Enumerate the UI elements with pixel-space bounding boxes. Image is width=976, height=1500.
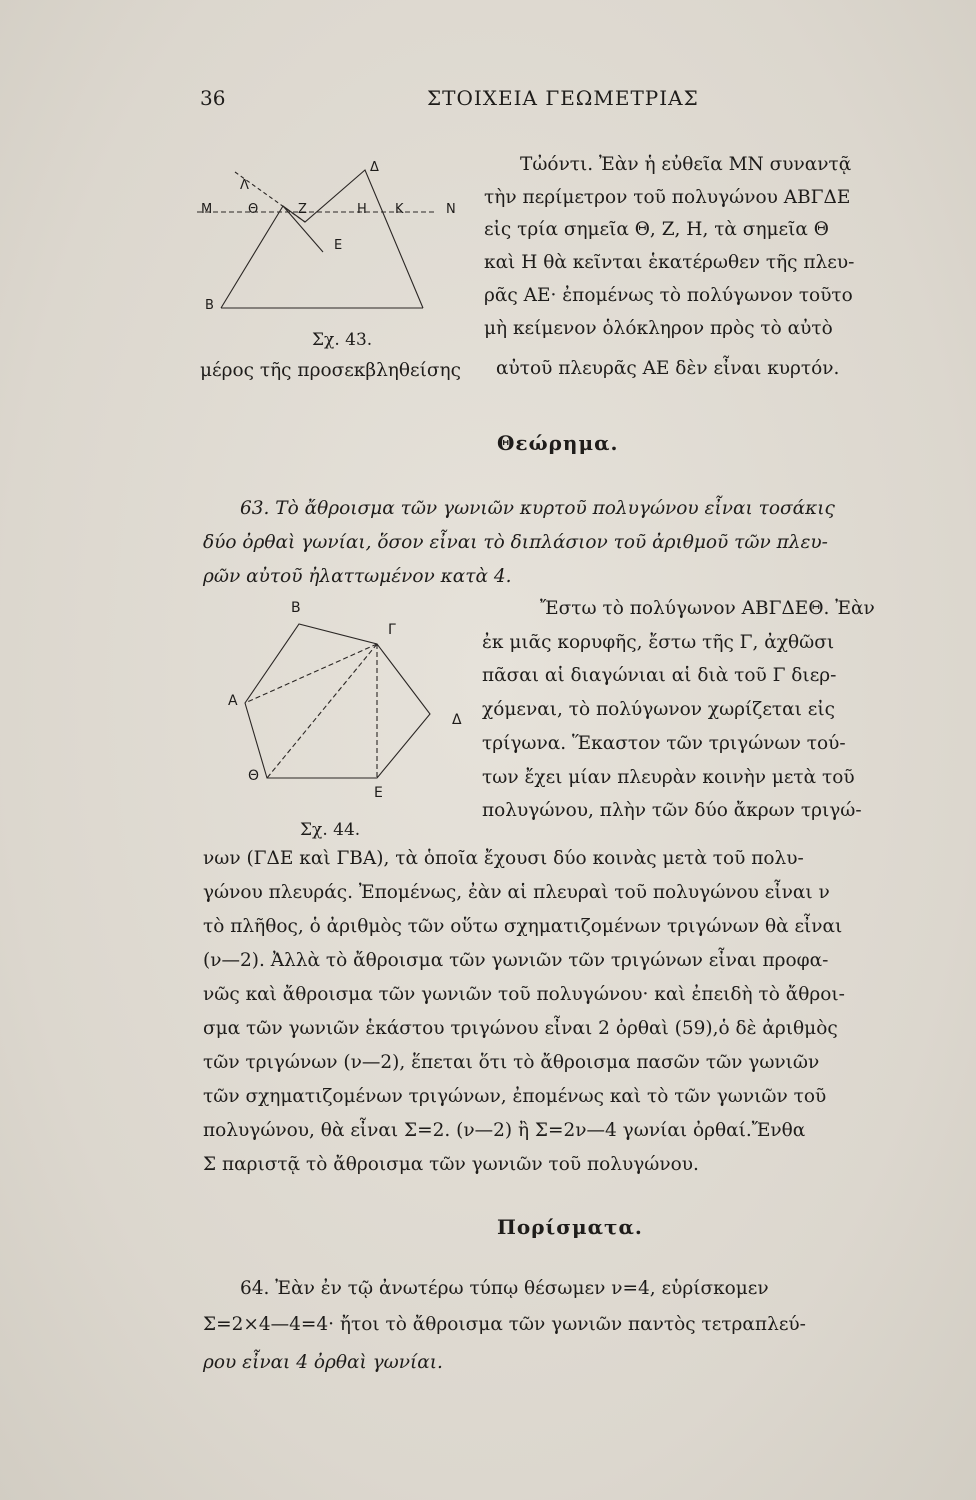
figure-44-hexagon	[245, 624, 430, 778]
proof-line-7: πολυγώνου, πλὴν τῶν δύο ἄκρων τριγώ-	[482, 800, 862, 821]
fig44-label-e: Ε	[374, 785, 383, 801]
proof-line-14: τῶν τριγώνων (ν—2), ἕπεται ὅτι τὸ ἄθροισμα πασῶν τῶν γωνιῶν	[203, 1052, 820, 1073]
proof-line-2: ἐκ μιᾶς κορυφῆς, ἔστω τῆς Γ, ἀχθῶσι	[482, 632, 835, 653]
proof-line-3: πᾶσαι αἱ διαγώνιαι αἱ διὰ τοῦ Γ διερ-	[482, 665, 837, 686]
fig43-label-z: Ζ	[298, 202, 307, 217]
proof-line-5: τρίγωνα. Ἕκαστον τῶν τριγώνων τού-	[482, 733, 846, 754]
corollary-line-3: ρου εἶναι 4 ὀρθαὶ γωνίαι.	[203, 1352, 443, 1373]
proof-line-16: πολυγώνου, θὰ εἶναι Σ=2. (ν—2) ἢ Σ=2ν—4 γωνίαι ὀρθαί.Ἔνθα	[203, 1120, 806, 1141]
para1-line-2: τὴν περίμετρον τοῦ πολυγώνου ΑΒΓΔΕ	[484, 187, 851, 208]
fig43-label-eta: Η	[357, 202, 367, 217]
corollary-heading: Πορίσματα.	[497, 1215, 643, 1239]
proof-line-6: των ἔχει μίαν πλευρὰν κοινὴν μετὰ τοῦ	[482, 767, 855, 788]
figure-44-caption: Σχ. 44.	[300, 820, 361, 840]
para1-line-7: μέρος τῆς προσεκβληθείσης	[200, 360, 461, 381]
para1-line-4: καὶ Η θὰ κεῖνται ἑκατέρωθεν τῆς πλευ-	[484, 252, 855, 273]
fig44-label-d: Δ	[452, 712, 462, 728]
running-title: ΣΤΟΙΧΕΙΑ ΓΕΩΜΕΤΡΙΑΣ	[427, 86, 699, 110]
proof-line-11: (ν—2). Ἀλλὰ τὸ ἄθροισμα τῶν γωνιῶν τῶν τριγώνων εἶναι προφα-	[203, 950, 829, 971]
fig44-label-g: Γ	[388, 622, 396, 638]
figure-43-caption: Σχ. 43.	[312, 330, 373, 350]
fig43-label-theta: Θ	[248, 202, 259, 217]
proof-line-13: σμα τῶν γωνιῶν ἑκάστου τριγώνου εἶναι 2 ὀρθαὶ (59),ὁ δὲ ἀριθμὸς	[203, 1018, 838, 1039]
fig43-label-n: Ν	[446, 202, 456, 217]
theorem-line-1: 63. Τὸ ἄθροισμα τῶν γωνιῶν κυρτοῦ πολυγώνου εἶναι τοσάκις	[240, 498, 835, 519]
theorem-heading: Θεώρημα.	[497, 431, 619, 455]
proof-line-12: νῶς καὶ ἄθροισμα τῶν γωνιῶν τοῦ πολυγώνου· καὶ ἐπειδὴ τὸ ἄθροι-	[203, 984, 845, 1005]
figure-43-diagram	[195, 150, 435, 320]
fig44-label-b: Β	[291, 600, 301, 616]
fig43-label-b: Β	[205, 298, 214, 313]
fig43-label-lambda: Λ	[240, 178, 249, 193]
proof-line-10: τὸ πλῆθος, ὁ ἀριθμὸς τῶν οὕτω σχηματιζομένων τριγώνων θὰ εἶναι	[203, 916, 843, 937]
corollary-line-2: Σ=2×4—4=4· ἤτοι τὸ ἄθροισμα τῶν γωνιῶν παντὸς τετραπλεύ-	[203, 1314, 806, 1335]
proof-line-15: τῶν σχηματιζομένων τριγώνων, ἐπομένως καὶ τὸ τῶν γωνιῶν τοῦ	[203, 1086, 827, 1107]
para1-line-8: αὐτοῦ πλευρᾶς ΑΕ δὲν εἶναι κυρτόν.	[496, 358, 840, 379]
proof-line-9: γώνου πλευράς. Ἐπομένως, ἐὰν αἱ πλευραὶ τοῦ πολυγώνου εἶναι ν	[203, 882, 830, 903]
theorem-line-3: ρῶν αὐτοῦ ἠλαττωμένον κατὰ 4.	[203, 566, 512, 587]
para1-line-1: Τὠόντι. Ἐὰν ἡ εὐθεῖα ΜΝ συναντᾷ	[520, 154, 852, 175]
para1-line-3: εἰς τρία σημεῖα Θ, Ζ, Η, τὰ σημεῖα Θ	[484, 219, 829, 240]
theorem-line-2: δύο ὀρθαὶ γωνίαι, ὅσον εἶναι τὸ διπλάσιον τοῦ ἀριθμοῦ τῶν πλευ-	[203, 532, 828, 553]
fig44-label-a: Α	[228, 693, 238, 709]
fig43-label-e: Ε	[334, 238, 343, 253]
diagonal-gtheta	[267, 644, 377, 778]
proof-line-8: νων (ΓΔΕ καὶ ΓΒΑ), τὰ ὁποῖα ἔχουσι δύο κοινὰς μετὰ τοῦ πολυ-	[203, 848, 804, 869]
figure-44-diagram	[225, 600, 465, 800]
fig43-label-delta: Δ	[370, 160, 379, 175]
page-number: 36	[200, 86, 226, 110]
fig43-label-m: Μ	[201, 202, 213, 217]
figure-43-polygon	[221, 170, 423, 308]
para1-line-5: ρᾶς ΑΕ· ἐπομένως τὸ πολύγωνον τοῦτο	[484, 285, 853, 306]
proof-line-4: χόμεναι, τὸ πολύγωνον χωρίζεται εἰς	[482, 699, 835, 720]
fig43-label-k: Κ	[395, 202, 404, 217]
fig44-label-theta: Θ	[248, 768, 260, 784]
corollary-line-1: 64. Ἐὰν ἐν τῷ ἀνωτέρω τύπῳ θέσωμεν ν=4, εὑρίσκομεν	[240, 1278, 769, 1299]
para1-line-6: μὴ κείμενον ὁλόκληρον πρὸς τὸ αὐτὸ	[484, 318, 833, 339]
proof-line-1: Ἔστω τὸ πολύγωνον ΑΒΓΔΕΘ. Ἐὰν	[540, 598, 875, 619]
proof-line-17: Σ παριστᾷ τὸ ἄθροισμα τῶν γωνιῶν τοῦ πολυγώνου.	[203, 1154, 699, 1175]
